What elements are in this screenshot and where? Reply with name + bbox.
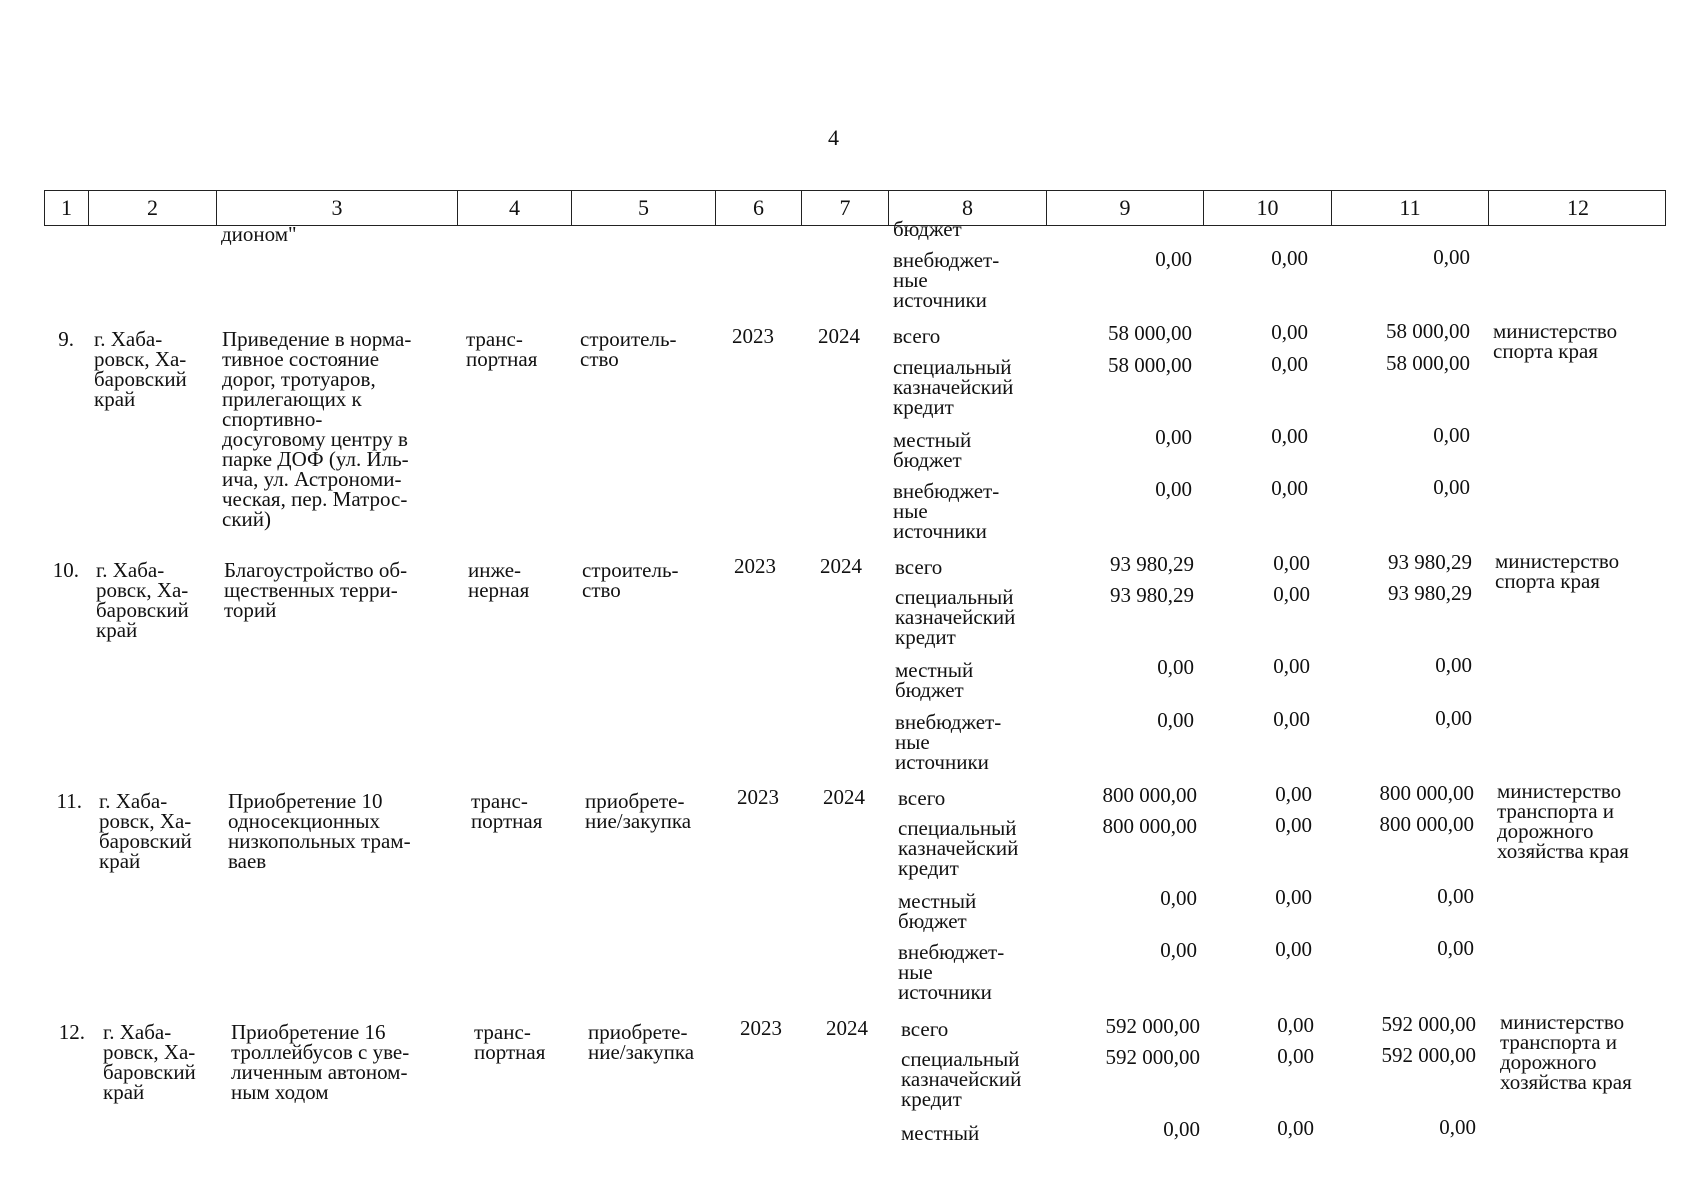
- header-col-1: 1: [45, 191, 89, 225]
- row-number: 11.: [56, 789, 82, 813]
- row-city: г. Хаба- ровск, Ха- баровский край: [94, 327, 187, 411]
- value-col-11: 0,00: [1433, 423, 1470, 447]
- header-col-6: 6: [716, 191, 802, 225]
- header-col-4: 4: [458, 191, 572, 225]
- header-col-3: 3: [217, 191, 458, 225]
- row-work-kind: строитель- ство: [580, 327, 677, 371]
- row-object-name: Приобретение 16 троллейбусов с уве- личенным автоном- ным ходом: [231, 1020, 410, 1104]
- row-ministry: министерство спорта края: [1495, 549, 1620, 593]
- value-col-11: 0,00: [1433, 475, 1470, 499]
- row-end-year: 2024: [826, 1016, 868, 1040]
- row-number: 9.: [58, 327, 74, 351]
- value-col-9: 93 980,29: [1110, 552, 1194, 576]
- row-end-year: 2024: [823, 785, 865, 809]
- value-col-10: 0,00: [1271, 352, 1308, 376]
- value-col-9: 0,00: [1160, 886, 1197, 910]
- value-col-10: 0,00: [1277, 1116, 1314, 1140]
- value-col-10: 0,00: [1271, 476, 1308, 500]
- row-start-year: 2023: [732, 324, 774, 348]
- value-col-10: 0,00: [1273, 707, 1310, 731]
- value-col-9: 0,00: [1155, 425, 1192, 449]
- source-label: специальный казначейский кредит: [898, 816, 1019, 880]
- row-work-kind: приобрете- ние/закупка: [585, 789, 692, 833]
- row-city: г. Хаба- ровск, Ха- баровский край: [96, 558, 189, 642]
- row-infrastructure-type: инже- нерная: [468, 558, 530, 602]
- source-label: всего: [893, 324, 941, 348]
- row-object-name: Приведение в норма- тивное состояние дорог, тротуаров, прилегающих к спортивно- досуговому центру в парке ДОФ (ул. Иль- ича, ул. Астрономи- ческая, пер. Матрос- ский): [222, 327, 412, 531]
- row-city: г. Хаба- ровск, Ха- баровский край: [99, 789, 192, 873]
- row-start-year: 2023: [737, 785, 779, 809]
- value-col-10: 0,00: [1275, 885, 1312, 909]
- value-col-9: 0,00: [1157, 708, 1194, 732]
- value-col-11: 0,00: [1437, 936, 1474, 960]
- carryover-source-tail: бюджет: [893, 217, 962, 241]
- row-end-year: 2024: [818, 324, 860, 348]
- source-label: внебюджет- ные источники: [898, 940, 1005, 1004]
- row-object-name: Приобретение 10 односекционных низкопольных трам- ваев: [228, 789, 411, 873]
- source-label: специальный казначейский кредит: [895, 585, 1016, 649]
- value-col-10: 0,00: [1273, 582, 1310, 606]
- value-col-11: 592 000,00: [1381, 1043, 1476, 1067]
- row-infrastructure-type: транс- портная: [466, 327, 538, 371]
- header-col-5: 5: [572, 191, 716, 225]
- source-label: местный бюджет: [893, 428, 972, 472]
- header-col-8: 8: [889, 191, 1047, 225]
- value-col-11: 800 000,00: [1379, 812, 1474, 836]
- row-end-year: 2024: [820, 554, 862, 578]
- carryover-v9: 0,00: [1155, 247, 1192, 271]
- header-col-9: 9: [1047, 191, 1204, 225]
- row-number: 10.: [52, 558, 79, 582]
- row-infrastructure-type: транс- портная: [474, 1020, 546, 1064]
- source-label: всего: [898, 786, 946, 810]
- value-col-11: 93 980,29: [1388, 550, 1472, 574]
- value-col-11: 93 980,29: [1388, 581, 1472, 605]
- row-start-year: 2023: [734, 554, 776, 578]
- row-ministry: министерство спорта края: [1493, 319, 1618, 363]
- source-label: специальный казначейский кредит: [901, 1047, 1022, 1111]
- source-label: специальный казначейский кредит: [893, 355, 1014, 419]
- row-start-year: 2023: [740, 1016, 782, 1040]
- row-work-kind: строитель- ство: [582, 558, 679, 602]
- value-col-11: 58 000,00: [1386, 319, 1470, 343]
- value-col-9: 58 000,00: [1108, 353, 1192, 377]
- header-col-10: 10: [1204, 191, 1332, 225]
- value-col-11: 592 000,00: [1381, 1012, 1476, 1036]
- value-col-10: 0,00: [1275, 813, 1312, 837]
- value-col-11: 0,00: [1435, 706, 1472, 730]
- header-col-2: 2: [89, 191, 217, 225]
- source-label: внебюджет- ные источники: [893, 479, 1000, 543]
- value-col-10: 0,00: [1275, 782, 1312, 806]
- value-col-9: 0,00: [1163, 1117, 1200, 1141]
- value-col-11: 800 000,00: [1379, 781, 1474, 805]
- source-label: всего: [901, 1017, 949, 1041]
- value-col-10: 0,00: [1273, 551, 1310, 575]
- value-col-9: 592 000,00: [1105, 1014, 1200, 1038]
- value-col-10: 0,00: [1277, 1013, 1314, 1037]
- row-work-kind: приобрете- ние/закупка: [588, 1020, 695, 1064]
- row-ministry: министерство транспорта и дорожного хозяйства края: [1497, 779, 1629, 863]
- value-col-11: 0,00: [1439, 1115, 1476, 1139]
- value-col-9: 0,00: [1155, 477, 1192, 501]
- page-number: 4: [828, 125, 839, 150]
- row-object-name: Благоустройство об- щественных терри- торий: [224, 558, 408, 622]
- row-ministry: министерство транспорта и дорожного хозяйства края: [1500, 1010, 1632, 1094]
- carryover-v10: 0,00: [1271, 246, 1308, 270]
- value-col-10: 0,00: [1275, 937, 1312, 961]
- value-col-10: 0,00: [1271, 320, 1308, 344]
- header-col-12: 12: [1567, 195, 1589, 220]
- row-city: г. Хаба- ровск, Ха- баровский край: [103, 1020, 196, 1104]
- value-col-11: 58 000,00: [1386, 351, 1470, 375]
- value-col-9: 58 000,00: [1108, 321, 1192, 345]
- carryover-v11: 0,00: [1433, 245, 1470, 269]
- value-col-11: 0,00: [1435, 653, 1472, 677]
- value-col-9: 0,00: [1160, 938, 1197, 962]
- row-number: 12.: [58, 1020, 85, 1044]
- header-col-7: 7: [802, 191, 889, 225]
- carryover-name-tail: дионом": [221, 222, 297, 246]
- value-col-9: 93 980,29: [1110, 583, 1194, 607]
- source-label: внебюджет- ные источники: [895, 710, 1002, 774]
- source-label: всего: [895, 555, 943, 579]
- source-label: местный бюджет: [895, 658, 974, 702]
- source-label: местный бюджет: [898, 889, 977, 933]
- value-col-10: 0,00: [1271, 424, 1308, 448]
- header-col-11: 11: [1332, 191, 1489, 225]
- value-col-11: 0,00: [1437, 884, 1474, 908]
- value-col-9: 800 000,00: [1102, 783, 1197, 807]
- source-label: местный: [901, 1121, 980, 1145]
- value-col-9: 0,00: [1157, 655, 1194, 679]
- value-col-10: 0,00: [1277, 1044, 1314, 1068]
- table-header: [44, 190, 1666, 226]
- row-infrastructure-type: транс- портная: [471, 789, 543, 833]
- value-col-10: 0,00: [1273, 654, 1310, 678]
- value-col-9: 800 000,00: [1102, 814, 1197, 838]
- carryover-offbudget-label: внебюджет- ные источники: [893, 248, 1000, 312]
- value-col-9: 592 000,00: [1105, 1045, 1200, 1069]
